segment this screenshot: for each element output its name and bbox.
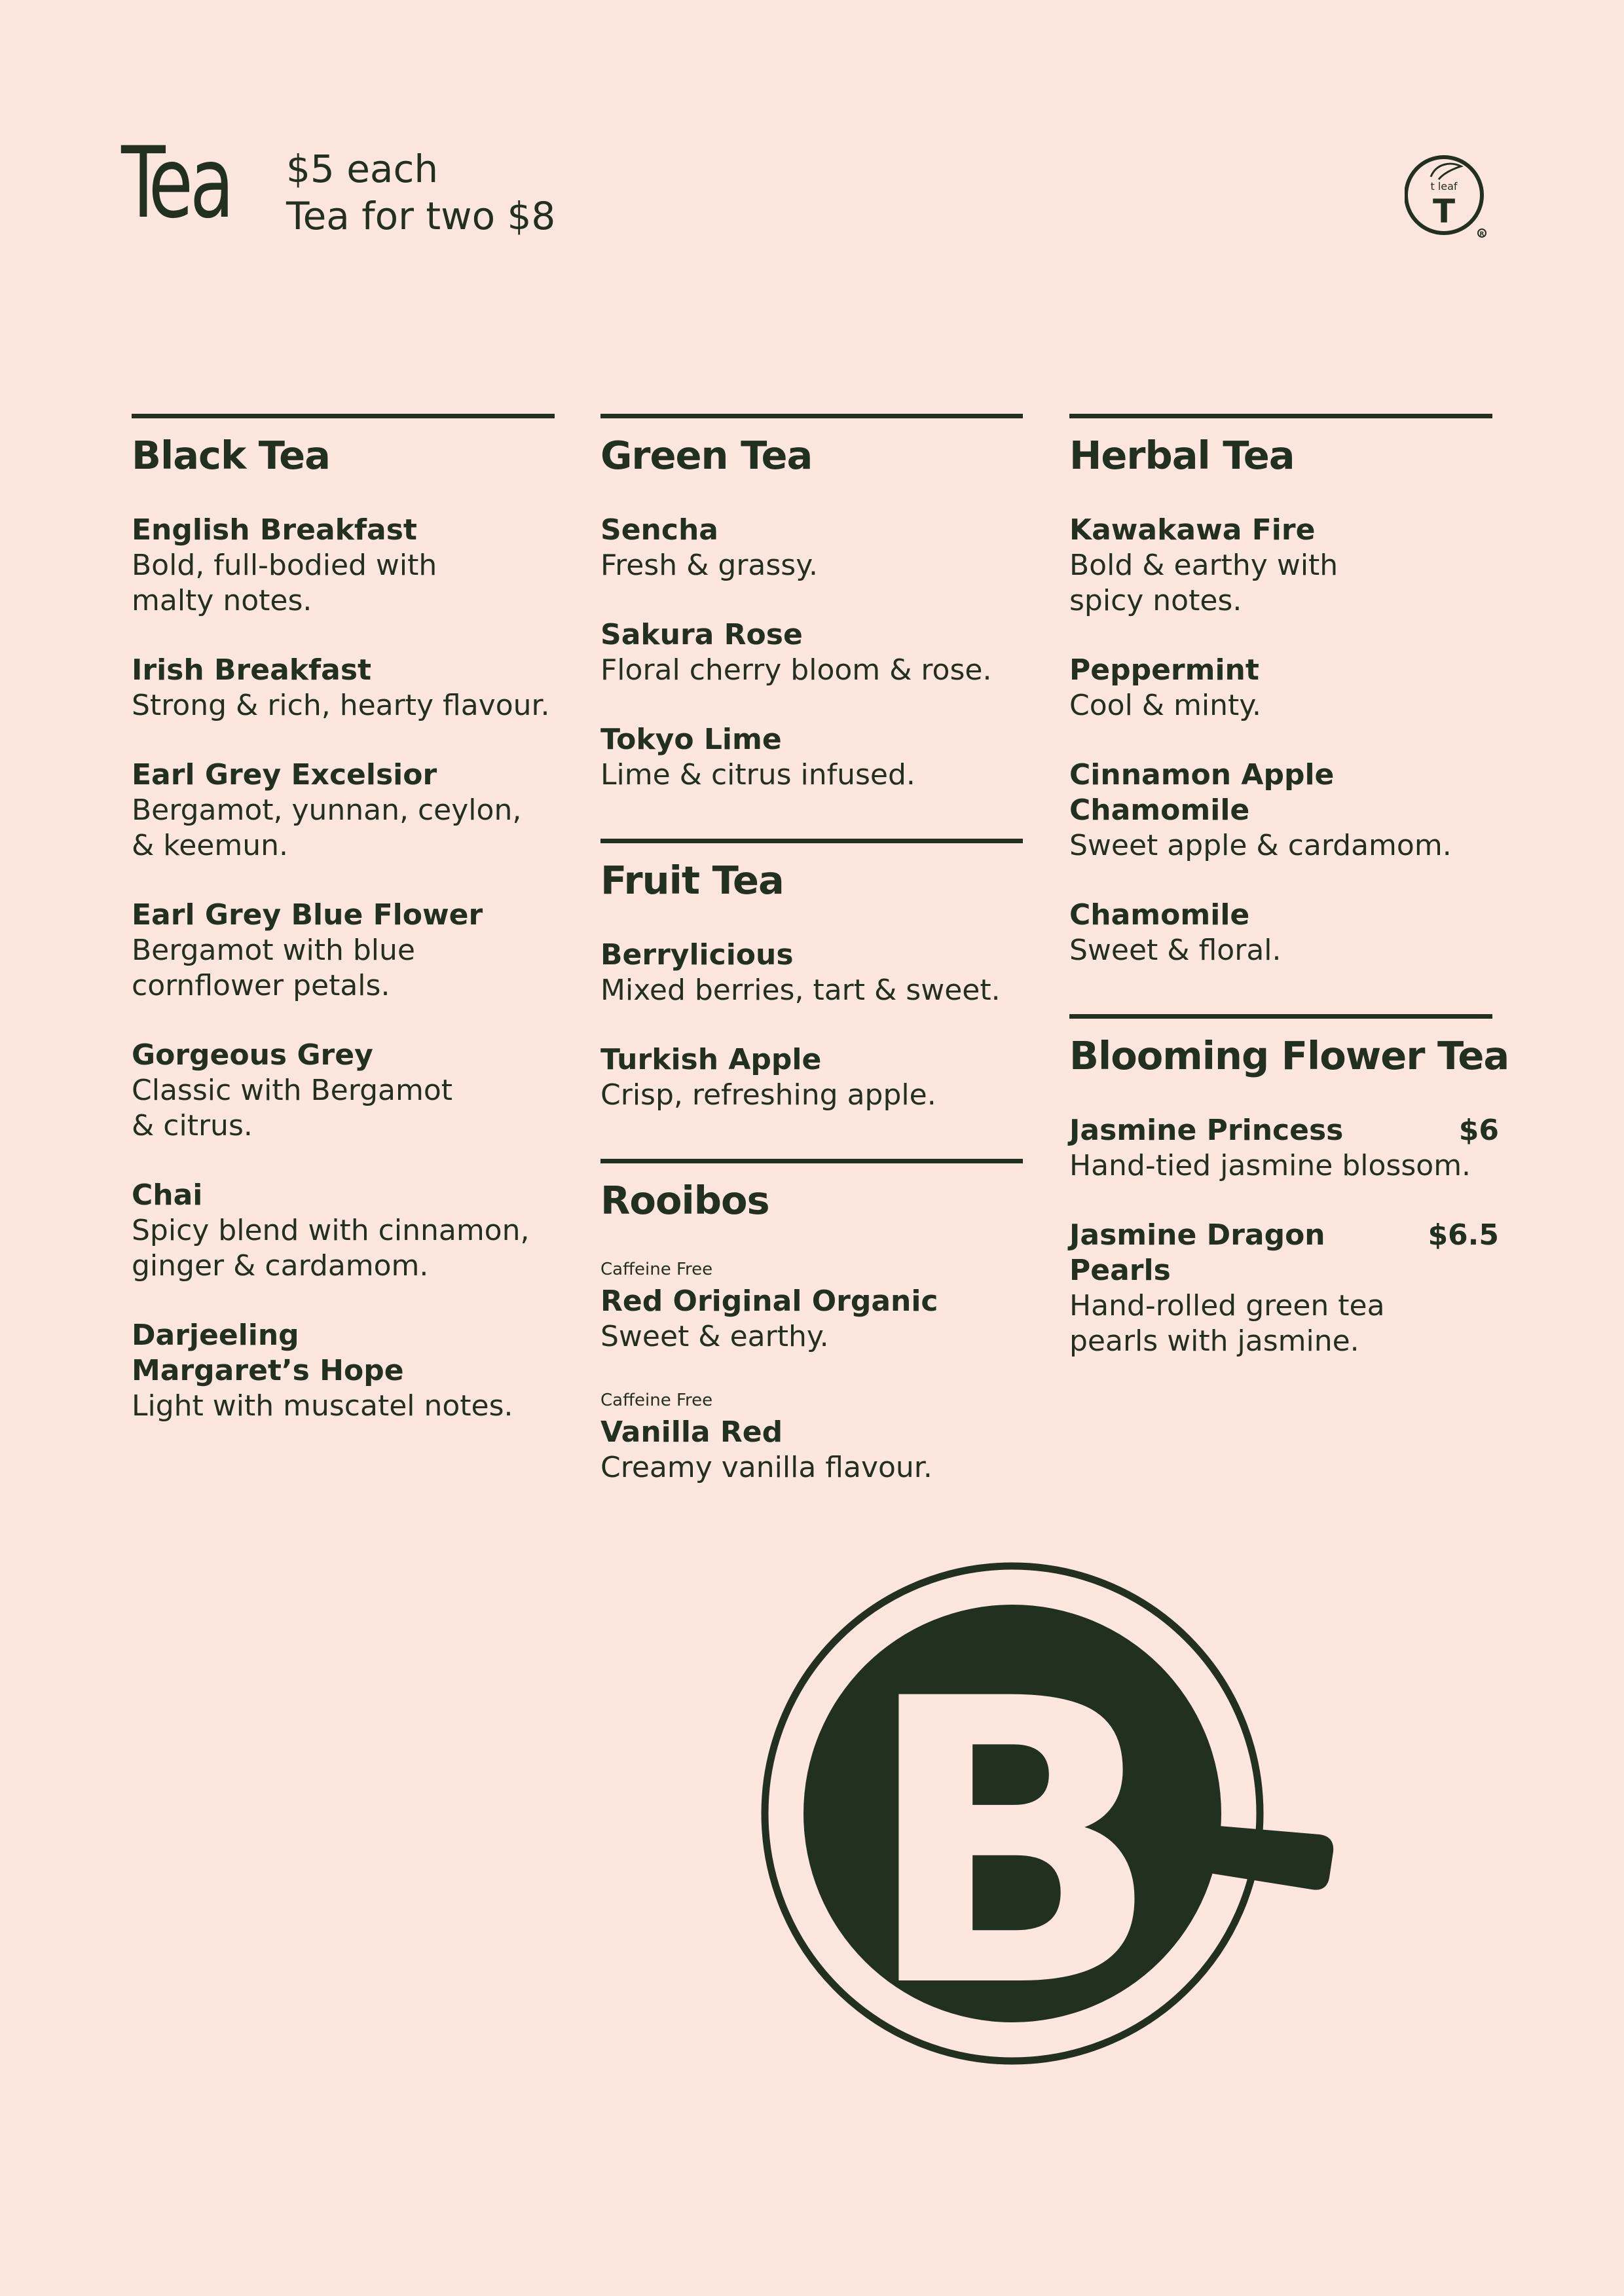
menu-item-description: Hand-tied jasmine blossom. [1069,1149,1471,1182]
menu-item [1069,1218,1499,1359]
menu-section [1069,414,1492,968]
menu-item-name: Chai [132,1178,203,1212]
menu-item-description: Sweet & earthy. [600,1320,829,1353]
menu-item [600,1258,1023,1355]
menu-item [1069,513,1492,619]
menu-item-description: Spicy blend with cinnamon, ginger & cardamom. [132,1214,530,1283]
menu-column [1069,414,1509,1405]
menu-item-description: Classic with Bergamot & citrus. [132,1074,452,1142]
menu-item-name: Vanilla Red [600,1415,783,1449]
menu-item [132,653,555,723]
menu-item-name-row [1069,1218,1499,1288]
menu-item-name-row [1069,898,1492,933]
menu-item-name: Sencha [600,513,718,547]
menu-item [600,1042,1023,1113]
menu-item-name: Irish Breakfast [132,653,372,687]
menu-section [600,414,1023,793]
menu-section [132,414,555,1424]
menu-item-name-row [600,513,1023,548]
menu-item-description: Sweet apple & cardamom. [1069,829,1452,862]
menu-item-name-row [600,722,1023,757]
menu-item-description: Sweet & floral. [1069,934,1282,967]
menu-item-description: Creamy vanilla flavour. [600,1451,932,1484]
menu-item-name-row [132,757,555,793]
menu-item-name-row [132,1038,555,1073]
menu-item [1069,653,1492,723]
menu-item [600,722,1023,793]
menu-item-description: Bergamot with blue cornflower petals. [132,934,415,1002]
menu-column [600,414,1023,1531]
menu-item-name: Gorgeous Grey [132,1038,373,1072]
menu-item-name: Jasmine Dragon Pearls [1069,1218,1325,1287]
t-leaf-logo-text: t leaf [1430,180,1458,192]
page-title: Tea [121,126,231,240]
menu-item-description: Strong & rich, hearty flavour. [132,689,550,722]
caffeine-note: Caffeine Free [600,1260,713,1279]
menu-item-price: $6 [1458,1114,1499,1147]
menu-item-name-row [1069,1113,1499,1148]
menu-item-description: Hand-rolled green tea pearls with jasmine. [1069,1289,1385,1358]
section-title: Black Tea [132,433,330,478]
section-title: Green Tea [600,433,813,478]
menu-item [600,938,1023,1008]
section-title: Fruit Tea [600,858,784,903]
menu-item-name: Chamomile [1069,898,1250,932]
menu-section [1069,1014,1509,1359]
menu-item [132,1318,555,1424]
section-title: Rooibos [600,1178,769,1223]
menu-item-description: Fresh & grassy. [600,549,818,582]
menu-item-name: Sakura Rose [600,618,803,651]
menu-section [600,839,1023,1113]
menu-item [132,1178,555,1284]
price-tea-for-two: Tea for two $8 [286,194,556,238]
menu-item [1069,1113,1499,1184]
menu-item-name: Jasmine Princess [1069,1114,1344,1147]
menu-item-name: Cinnamon Apple Chamomile [1069,758,1335,827]
menu-item-name-row [600,938,1023,973]
menu-section [600,1159,1023,1485]
menu-item-name-row [1069,653,1492,688]
menu-item-name-row [600,617,1023,653]
menu-item-description: Bold & earthy with spicy notes. [1069,549,1338,617]
menu-item-name: Peppermint [1069,653,1259,687]
menu-item-name-row [600,1042,1023,1078]
logo-letter: B [862,1616,1162,2073]
svg-text:R: R [1479,231,1485,238]
menu-item-name-row [600,1284,1023,1319]
menu-item-description: Lime & citrus infused. [600,758,915,792]
menu-item [600,513,1023,583]
menu-item-name-row [1069,513,1492,548]
menu-column [132,414,555,1470]
menu-item [600,617,1023,688]
menu-item [132,898,555,1004]
price-each: $5 each [286,147,439,191]
menu-item [1069,757,1492,864]
menu-item-name: Tokyo Lime [600,723,782,756]
menu-item-name-row [132,898,555,933]
menu-item-description: Bergamot, yunnan, ceylon, & keemun. [132,793,522,862]
menu-item-name-row [600,1415,1023,1450]
section-title: Herbal Tea [1069,433,1295,478]
menu-item [132,757,555,864]
menu-item-description: Bold, full-bodied with malty notes. [132,549,437,617]
menu-item-name: Turkish Apple [600,1043,822,1076]
menu-item-description: Floral cherry bloom & rose. [600,653,992,687]
menu-item-name: Kawakawa Fire [1069,513,1316,547]
menu-item-description: Crisp, refreshing apple. [600,1078,936,1112]
t-leaf-logo-icon [1405,149,1490,241]
menu-item-name: English Breakfast [132,513,417,547]
menu-item-name: Berrylicious [600,938,794,972]
menu-item-name: Earl Grey Blue Flower [132,898,483,932]
menu-item-description: Cool & minty. [1069,689,1262,722]
menu-item [1069,898,1492,968]
section-title: Blooming Flower Tea [1069,1033,1509,1078]
price-info [286,145,555,240]
menu-item-name: Darjeeling Margaret’s Hope [132,1319,404,1387]
t-leaf-logo-letter: T [1432,192,1456,230]
menu-item-name-row [132,513,555,548]
caffeine-note: Caffeine Free [600,1391,713,1410]
menu-item-name-row [132,1318,555,1389]
menu-item-name: Red Original Organic [600,1285,938,1318]
coffee-cup-b-logo-icon [760,1525,1336,2102]
menu-item-name-row [1069,757,1492,828]
menu-item-name-row [132,1178,555,1213]
menu-item-description: Light with muscatel notes. [132,1389,513,1423]
menu-item-name-row [132,653,555,688]
menu-item-name: Earl Grey Excelsior [132,758,437,792]
menu-item [132,1038,555,1144]
menu-item [132,513,555,619]
menu-item-description: Mixed berries, tart & sweet. [600,974,1001,1007]
menu-item [600,1389,1023,1485]
menu-item-price: $6.5 [1428,1218,1499,1252]
